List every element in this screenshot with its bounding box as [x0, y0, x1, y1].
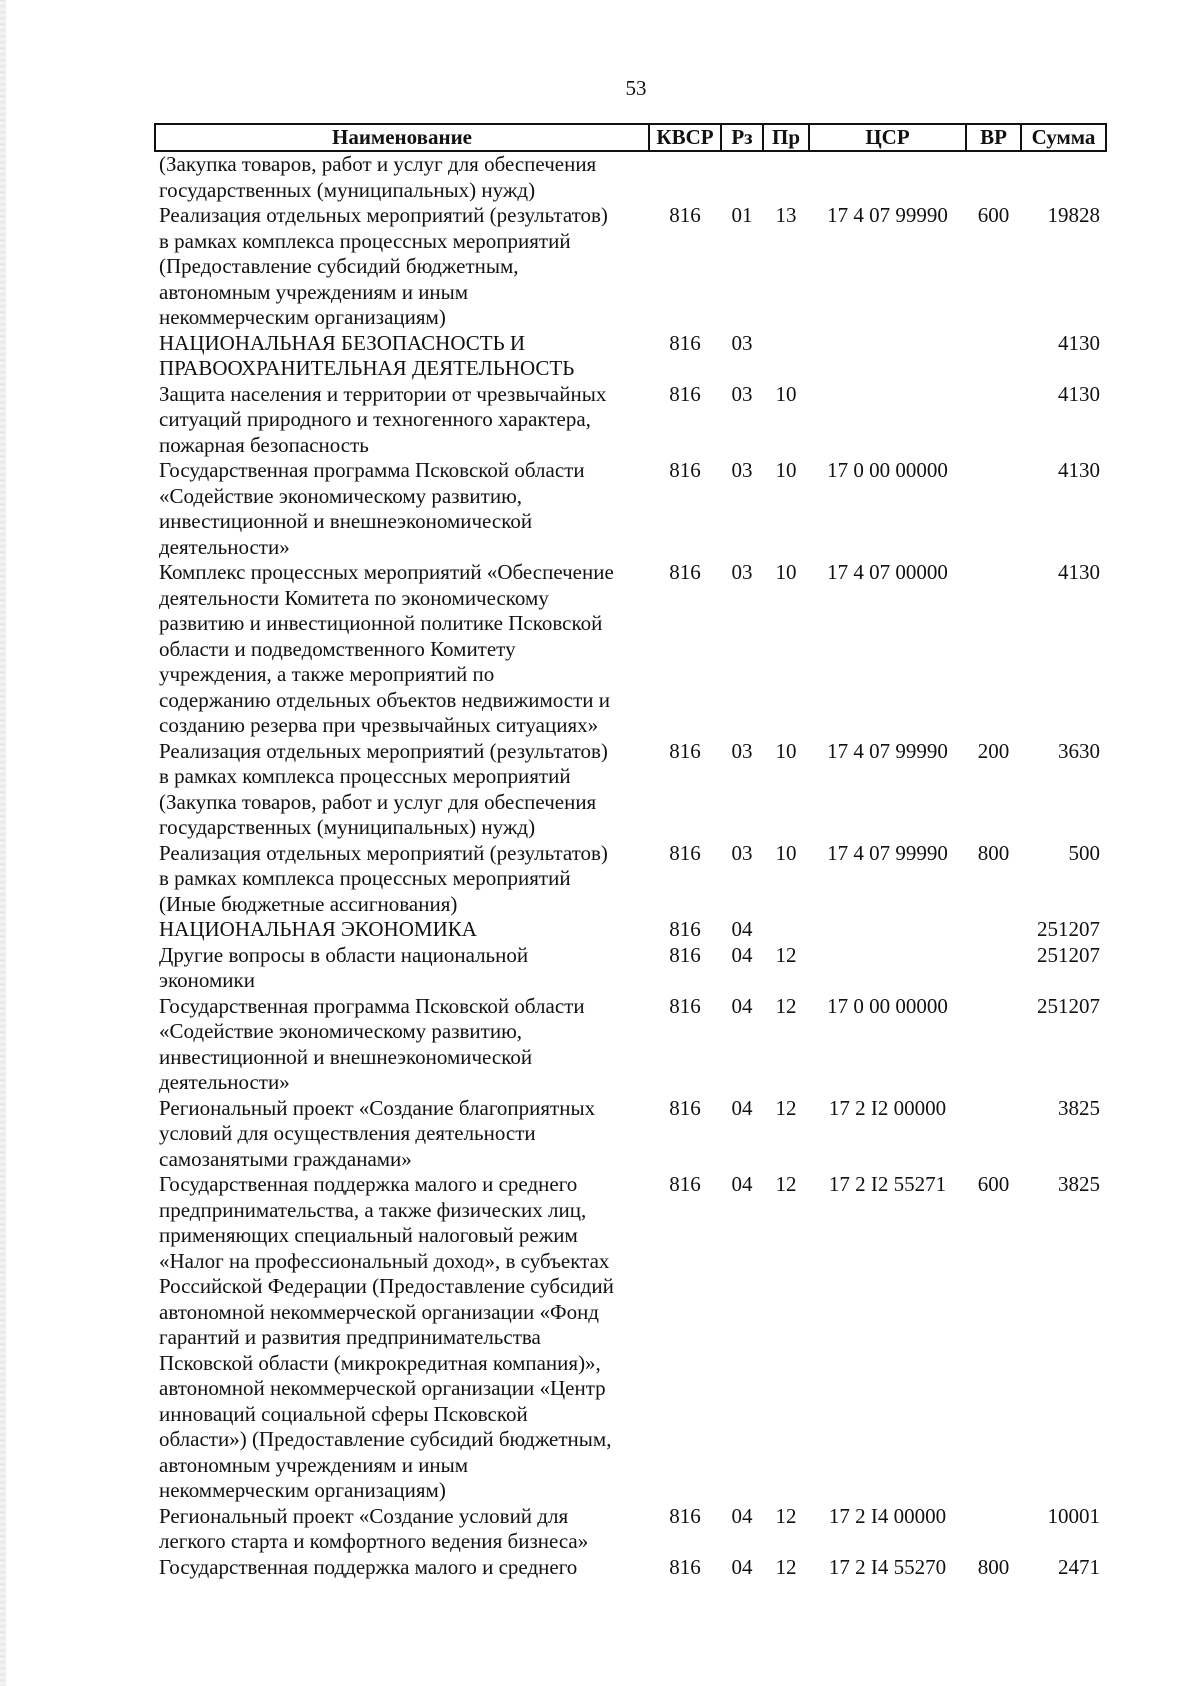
row-name-line: Защита населения и территории от чрезвычайных — [159, 381, 607, 406]
row-name-line: в рамках комплекса процессных мероприятий — [159, 228, 571, 253]
row-name-line: Государственная программа Псковской области — [159, 993, 585, 1018]
row-sum-cell: 251207 — [1037, 917, 1100, 941]
row-sum-cell: 3630 — [1058, 738, 1100, 763]
row-pr-cell: 12 — [775, 1503, 797, 1528]
row-csr-cell: 17 0 00 00000 — [827, 993, 948, 1018]
row-name-line: (Иные бюджетные ассигнования) — [159, 891, 458, 916]
row-rz-cell: 04 — [731, 917, 753, 941]
row-kvsr-cell: 816 — [669, 1095, 701, 1120]
row-name-line: (Закупка товаров, работ и услуг для обеспечения — [159, 789, 597, 814]
header-kvsr: КВСР — [649, 124, 721, 151]
header-pr: Пр — [763, 124, 809, 151]
row-sum-cell: 4130 — [1058, 330, 1100, 355]
table-row — [155, 1555, 1106, 1581]
row-name-line: области») (Предоставление субсидий бюджетным, — [159, 1427, 612, 1451]
row-pr-cell: 10 — [775, 458, 797, 482]
table-row — [155, 1504, 1106, 1555]
row-name-line: инвестиционной и внешнеэкономической — [159, 1044, 533, 1069]
row-kvsr-cell: 816 — [669, 560, 701, 584]
row-pr-cell: 10 — [775, 560, 797, 584]
row-name-line: содержанию отдельных объектов недвижимости и — [159, 687, 610, 712]
row-kvsr-cell: 816 — [669, 993, 701, 1018]
row-vr-cell — [966, 151, 1021, 203]
row-name-line: автономной некоммерческой организации «Фонд — [159, 1299, 599, 1324]
row-name-line: Комплекс процессных мероприятий «Обеспечение — [159, 560, 614, 584]
row-name-cell — [155, 1555, 649, 1581]
row-name-cell — [155, 151, 649, 203]
row-name-line: Российской Федерации (Предоставление субсидий — [159, 1274, 614, 1298]
row-name-line: деятельности Комитета по экономическому — [159, 585, 549, 610]
table-row — [155, 1096, 1106, 1173]
row-rz-cell: 04 — [731, 942, 753, 967]
row-rz-cell: 03 — [731, 330, 753, 355]
row-rz-cell: 01 — [731, 203, 753, 227]
row-name-line: в рамках комплекса процессных мероприятий — [159, 866, 571, 890]
table-body — [155, 151, 1106, 1580]
row-rz-cell: 03 — [731, 458, 753, 482]
row-vr-cell — [966, 560, 1021, 739]
header-rz: Рз — [721, 124, 763, 151]
row-name-line: деятельности» — [159, 1070, 290, 1094]
row-name-line: области и подведомственного Комитету — [159, 636, 516, 661]
table-row — [155, 917, 1106, 943]
row-vr-cell — [966, 458, 1021, 560]
row-name-line: НАЦИОНАЛЬНАЯ ЭКОНОМИКА — [159, 917, 477, 941]
table-row — [155, 1172, 1106, 1504]
row-name-line: Региональный проект «Создание условий для — [159, 1503, 569, 1528]
row-rz-cell: 04 — [731, 1503, 753, 1528]
row-name-line: автономным учреждениям и иным — [159, 1452, 469, 1477]
row-name-line: ситуаций природного и техногенного характера, — [159, 407, 591, 431]
row-name-cell — [155, 739, 649, 841]
row-vr-cell — [966, 331, 1021, 382]
row-kvsr-cell: 816 — [669, 1503, 701, 1528]
row-kvsr-cell: 816 — [669, 203, 701, 227]
row-name-cell — [155, 943, 649, 994]
row-name-line: ПРАВООХРАНИТЕЛЬНАЯ ДЕЯТЕЛЬНОСТЬ — [159, 356, 575, 380]
page-number: 53 — [625, 76, 647, 100]
row-kvsr-cell: 816 — [669, 942, 701, 967]
row-name-line: учреждения, а также мероприятий по — [159, 662, 495, 686]
row-sum-cell: 251207 — [1037, 993, 1100, 1018]
row-csr-cell — [809, 382, 966, 459]
row-name-line: государственных (муниципальных) нужд) — [159, 177, 536, 202]
row-name-cell — [155, 203, 649, 331]
row-vr-cell — [966, 382, 1021, 459]
row-pr-cell — [763, 331, 809, 382]
row-sum-cell: 10001 — [1047, 1503, 1100, 1528]
row-name-line: Государственная поддержка малого и среднего — [159, 1172, 578, 1196]
row-sum-cell: 500 — [1068, 840, 1100, 865]
row-csr-cell: 17 4 07 99990 — [827, 203, 948, 227]
row-pr-cell: 10 — [775, 840, 797, 865]
row-name-line: деятельности» — [159, 534, 290, 559]
header-vr: ВР — [966, 124, 1021, 151]
table-row — [155, 151, 1106, 203]
header-row — [155, 124, 1106, 151]
row-name-line: развитию и инвестиционной политике Псковской — [159, 611, 603, 635]
row-csr-cell — [809, 917, 966, 943]
row-csr-cell: 17 4 07 00000 — [827, 560, 948, 584]
row-pr-cell: 12 — [775, 942, 797, 967]
row-vr-cell — [966, 1504, 1021, 1555]
row-sum-cell: 4130 — [1058, 458, 1100, 482]
row-vr-cell — [966, 1096, 1021, 1173]
row-name-line: условий для осуществления деятельности — [159, 1121, 536, 1145]
row-rz-cell — [721, 151, 763, 203]
row-rz-cell: 03 — [731, 560, 753, 584]
row-name-line: «Содействие экономическому развитию, — [159, 1019, 523, 1043]
row-name-line: автономным учреждениям и иным — [159, 279, 469, 304]
row-name-line: применяющих специальный налоговый режим — [159, 1223, 578, 1247]
row-vr-cell: 800 — [977, 840, 1010, 865]
row-name-line: НАЦИОНАЛЬНАЯ БЕЗОПАСНОСТЬ И — [159, 330, 526, 355]
row-csr-cell: 17 2 I2 55271 — [828, 1172, 947, 1196]
row-name-line: Государственная программа Псковской области — [159, 458, 585, 482]
row-vr-cell — [966, 994, 1021, 1096]
row-name-line: гарантий и развития предпринимательства — [159, 1325, 541, 1349]
row-kvsr-cell: 816 — [669, 738, 701, 763]
header-sum: Сумма — [1021, 124, 1106, 151]
row-sum-cell: 4130 — [1058, 560, 1100, 584]
row-rz-cell: 03 — [731, 738, 753, 763]
row-pr-cell — [763, 917, 809, 943]
row-vr-cell: 600 — [977, 1172, 1010, 1196]
row-sum-cell: 251207 — [1037, 942, 1100, 967]
row-rz-cell: 04 — [731, 993, 753, 1018]
row-vr-cell: 800 — [977, 1554, 1010, 1579]
row-name-cell — [155, 994, 649, 1096]
row-kvsr-cell — [649, 151, 721, 203]
row-kvsr-cell: 816 — [669, 1554, 701, 1579]
table-row — [155, 458, 1106, 560]
row-rz-cell: 03 — [731, 381, 753, 406]
row-csr-cell — [809, 943, 966, 994]
row-pr-cell: 12 — [775, 1095, 797, 1120]
row-name-cell — [155, 1096, 649, 1173]
table-row — [155, 382, 1106, 459]
row-name-line: в рамках комплекса процессных мероприятий — [159, 764, 571, 788]
row-kvsr-cell: 816 — [669, 330, 701, 355]
row-csr-cell: 17 4 07 99990 — [827, 840, 948, 865]
row-sum-cell: 3825 — [1058, 1095, 1100, 1120]
row-name-cell — [155, 331, 649, 382]
row-pr-cell: 12 — [775, 1554, 797, 1579]
row-kvsr-cell: 816 — [669, 917, 701, 941]
row-name-cell — [155, 1172, 649, 1504]
table-row — [155, 331, 1106, 382]
row-name-line: легкого старта и комфортного ведения бизнеса» — [159, 1529, 589, 1553]
row-name-line: Реализация отдельных мероприятий (результатов) — [159, 203, 608, 227]
row-vr-cell — [966, 917, 1021, 943]
row-name-line: «Содействие экономическому развитию, — [159, 483, 523, 508]
table-row — [155, 841, 1106, 918]
row-name-line: предпринимательства, а также физических лиц, — [159, 1197, 587, 1222]
row-pr-cell: 10 — [775, 738, 797, 763]
row-csr-cell: 17 0 00 00000 — [827, 458, 948, 482]
row-name-line: (Закупка товаров, работ и услуг для обеспечения — [159, 152, 597, 176]
row-name-cell — [155, 1504, 649, 1555]
row-name-line: Реализация отдельных мероприятий (результатов) — [159, 738, 608, 763]
table-row — [155, 739, 1106, 841]
row-rz-cell: 04 — [731, 1554, 753, 1579]
table-row — [155, 943, 1106, 994]
row-kvsr-cell: 816 — [669, 840, 701, 865]
row-name-line: Государственная поддержка малого и среднего — [159, 1554, 578, 1579]
row-csr-cell: 17 2 I4 00000 — [828, 1503, 947, 1528]
table-header — [155, 124, 1106, 151]
row-name-line: «Налог на профессиональный доход», в субъектах — [159, 1248, 610, 1273]
scan-edge — [0, 0, 6, 1686]
header-csr: ЦСР — [809, 124, 966, 151]
row-name-cell — [155, 382, 649, 459]
row-name-line: Региональный проект «Создание благоприятных — [159, 1095, 596, 1120]
row-sum-cell: 19828 — [1047, 203, 1100, 227]
row-csr-cell: 17 4 07 99990 — [827, 738, 948, 763]
row-name-line: Другие вопросы в области национальной — [159, 942, 529, 967]
row-pr-cell: 12 — [775, 1172, 797, 1196]
row-csr-cell — [809, 331, 966, 382]
row-name-cell — [155, 560, 649, 739]
row-name-line: (Предоставление субсидий бюджетным, — [159, 254, 519, 278]
row-name-line: самозанятыми гражданами» — [159, 1146, 412, 1171]
row-pr-cell: 12 — [775, 993, 797, 1018]
row-name-line: инноваций социальной сферы Псковской — [159, 1401, 528, 1426]
row-rz-cell: 03 — [731, 840, 753, 865]
row-csr-cell — [809, 151, 966, 203]
row-sum-cell — [1021, 151, 1106, 203]
row-name-cell — [155, 458, 649, 560]
row-sum-cell: 2471 — [1058, 1554, 1100, 1579]
row-vr-cell — [966, 943, 1021, 994]
table-row — [155, 203, 1106, 331]
budget-table — [154, 123, 1107, 1580]
table-row — [155, 560, 1106, 739]
row-name-line: инвестиционной и внешнеэкономической — [159, 509, 533, 533]
row-kvsr-cell: 816 — [669, 1172, 701, 1196]
row-name-line: некоммерческим организациям) — [159, 305, 446, 329]
row-name-line: созданию резерва при чрезвычайных ситуациях» — [159, 713, 599, 737]
row-sum-cell: 3825 — [1058, 1172, 1100, 1196]
row-name-line: некоммерческим организациям) — [159, 1478, 446, 1502]
row-name-line: экономики — [159, 968, 255, 992]
row-name-line: Реализация отдельных мероприятий (результатов) — [159, 840, 608, 865]
row-rz-cell: 04 — [731, 1095, 753, 1120]
table-row — [155, 994, 1106, 1096]
row-name-line: пожарная безопасность — [159, 432, 369, 457]
header-name: Наименование — [155, 124, 649, 151]
row-name-line: Псковской области (микрокредитная компания)», — [159, 1350, 601, 1375]
row-name-line: государственных (муниципальных) нужд) — [159, 815, 536, 839]
row-vr-cell: 200 — [977, 738, 1010, 763]
row-name-cell — [155, 917, 649, 943]
row-sum-cell: 4130 — [1058, 381, 1100, 406]
row-name-cell — [155, 841, 649, 918]
row-pr-cell: 10 — [775, 381, 797, 406]
row-kvsr-cell: 816 — [669, 458, 701, 482]
row-csr-cell: 17 2 I2 00000 — [828, 1095, 947, 1120]
row-kvsr-cell: 816 — [669, 381, 701, 406]
row-name-line: автономной некоммерческой организации «Центр — [159, 1376, 606, 1400]
row-pr-cell: 13 — [775, 203, 797, 227]
row-rz-cell: 04 — [731, 1172, 753, 1196]
row-pr-cell — [763, 151, 809, 203]
row-vr-cell: 600 — [977, 203, 1010, 227]
row-csr-cell: 17 2 I4 55270 — [828, 1554, 947, 1579]
